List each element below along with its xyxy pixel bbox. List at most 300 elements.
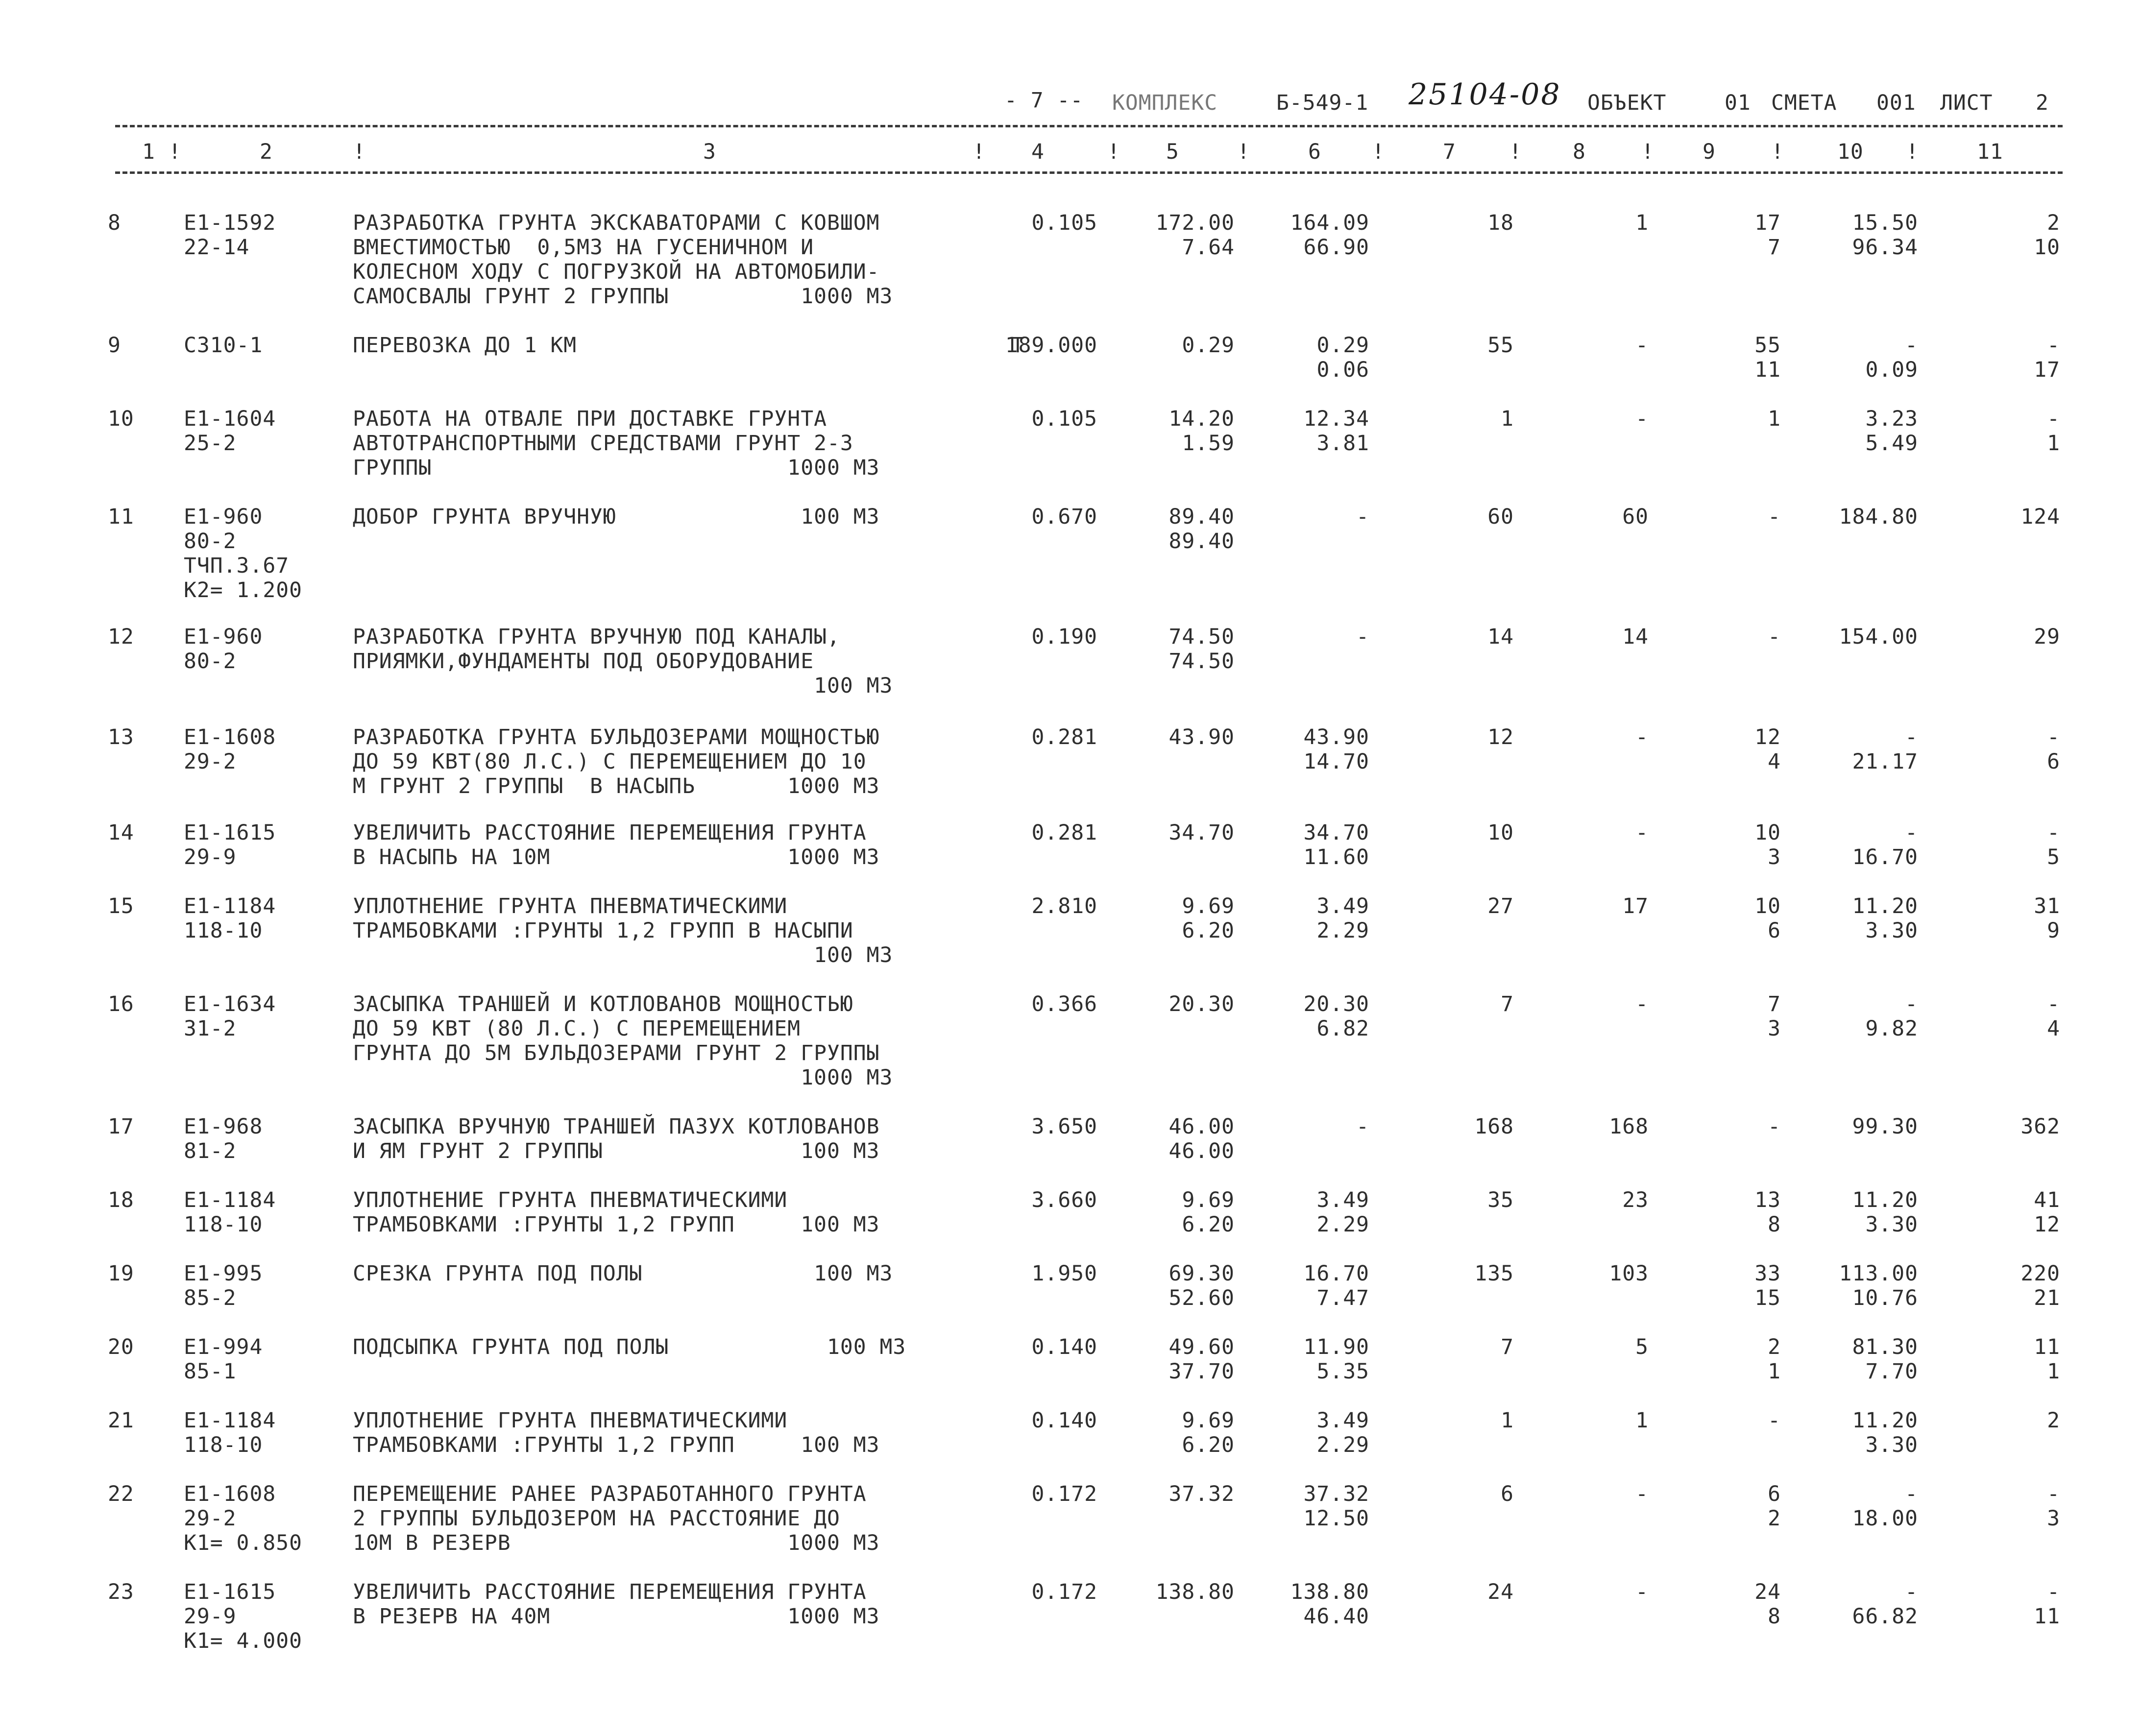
row-col9-line: 2 bbox=[1768, 1506, 1781, 1531]
row-col5-line: 89.40 bbox=[1168, 529, 1235, 554]
row-col5 bbox=[1112, 820, 1235, 845]
row-col5-line: 46.00 bbox=[1168, 1139, 1235, 1163]
row-code-line: E1-995 bbox=[184, 1261, 263, 1286]
row-col4 bbox=[975, 211, 1097, 235]
row-number bbox=[108, 1408, 134, 1433]
row-col8-line: - bbox=[1635, 992, 1649, 1016]
row-col4 bbox=[975, 894, 1097, 918]
row-col11 bbox=[1962, 1335, 2060, 1384]
row-number bbox=[108, 894, 134, 918]
row-col10-line: - bbox=[1905, 725, 1918, 749]
row-col11-line: 2 bbox=[2047, 211, 2060, 235]
col-2-label: 2 bbox=[260, 140, 273, 164]
row-col10-line: 96.34 bbox=[1852, 235, 1918, 260]
row-description-line: КОЛЕСНОМ ХОДУ С ПОГРУЗКОЙ НА АВТОМОБИЛИ- bbox=[353, 260, 880, 284]
row-col10-line: 11.20 bbox=[1852, 894, 1918, 918]
row-col10 bbox=[1796, 625, 1918, 649]
row-col5 bbox=[1112, 505, 1235, 554]
row-description-line: СРЕЗКА ГРУНТА ПОД ПОЛЫ 100 М3 bbox=[353, 1261, 893, 1286]
row-col4 bbox=[975, 1482, 1097, 1506]
row-col7 bbox=[1416, 505, 1514, 529]
row-col10-line: - bbox=[1905, 333, 1918, 358]
row-code-line: 80-2 bbox=[184, 529, 237, 554]
row-col6 bbox=[1247, 333, 1369, 382]
row-col6-line: 12.34 bbox=[1303, 407, 1369, 431]
row-col10-line: - bbox=[1905, 1482, 1918, 1506]
row-col4 bbox=[975, 992, 1097, 1016]
row-col9-line: 10 bbox=[1754, 894, 1781, 918]
row-number bbox=[108, 505, 134, 529]
row-code bbox=[184, 894, 276, 943]
row-col6-line: 11.90 bbox=[1303, 1335, 1369, 1359]
row-col5-line: 89.40 bbox=[1168, 505, 1235, 529]
row-col7-line: 55 bbox=[1487, 333, 1514, 358]
row-description-line: 100 М3 bbox=[353, 943, 893, 967]
row-col6-line: - bbox=[1356, 625, 1369, 649]
row-col6 bbox=[1247, 1261, 1369, 1310]
row-col4-line: 0.366 bbox=[1031, 992, 1097, 1016]
row-col5-line: 52.60 bbox=[1168, 1286, 1235, 1310]
row-col8 bbox=[1551, 1335, 1649, 1359]
row-col7 bbox=[1416, 625, 1514, 649]
row-description-line: ПОДСЫПКА ГРУНТА ПОД ПОЛЫ 100 М3 bbox=[353, 1335, 906, 1359]
row-code-line: E1-1184 bbox=[184, 1408, 276, 1433]
column-header-row bbox=[115, 140, 2063, 167]
row-col5 bbox=[1112, 992, 1235, 1016]
row-description-line: ДО 59 КВТ(80 Л.С.) С ПЕРЕМЕЩЕНИЕМ ДО 10 bbox=[353, 749, 867, 774]
col-9-label: 9 bbox=[1703, 140, 1716, 164]
row-description-line: ВМЕСТИМОСТЬЮ 0,5М3 НА ГУСЕНИЧНОМ И bbox=[353, 235, 814, 260]
row-number bbox=[108, 992, 134, 1016]
row-col5-line: 69.30 bbox=[1168, 1261, 1235, 1286]
row-code-line: 29-2 bbox=[184, 1506, 237, 1531]
row-col5 bbox=[1112, 1188, 1235, 1237]
row-col10-line: 0.09 bbox=[1865, 358, 1918, 382]
row-col9-line: - bbox=[1768, 625, 1781, 649]
row-col4-line: 0.105 bbox=[1031, 211, 1097, 235]
object-label: ОБЪЕКТ bbox=[1587, 91, 1667, 115]
row-col6-line: 0.06 bbox=[1316, 358, 1369, 382]
row-col11-line: 2 bbox=[2047, 1408, 2060, 1433]
row-description-line: УПЛОТНЕНИЕ ГРУНТА ПНЕВМАТИЧЕСКИМИ bbox=[353, 1408, 788, 1433]
row-col10-line: 99.30 bbox=[1852, 1114, 1918, 1139]
row-number bbox=[108, 333, 121, 358]
row-description-line: ПЕРЕМЕЩЕНИЕ РАНЕЕ РАЗРАБОТАННОГО ГРУНТА bbox=[353, 1482, 867, 1506]
row-col6-line: 5.35 bbox=[1316, 1359, 1369, 1384]
row-col6 bbox=[1247, 725, 1369, 774]
col-5-label: 5 bbox=[1166, 140, 1179, 164]
row-col10-line: 81.30 bbox=[1852, 1335, 1918, 1359]
row-description-line: ГРУППЫ 1000 М3 bbox=[353, 456, 880, 480]
col-8-label: 8 bbox=[1573, 140, 1586, 164]
row-description-line: ТРАМБОВКАМИ :ГРУНТЫ 1,2 ГРУПП В НАСЫПИ bbox=[353, 918, 853, 943]
row-number bbox=[108, 1482, 134, 1506]
row-col10-line: 10.76 bbox=[1852, 1286, 1918, 1310]
row-col6-line: 16.70 bbox=[1303, 1261, 1369, 1286]
estimate-number: 001 bbox=[1876, 91, 1916, 115]
row-number bbox=[108, 407, 134, 431]
row-col4 bbox=[975, 1188, 1097, 1212]
row-col10 bbox=[1796, 820, 1918, 869]
row-code-line: E1-1608 bbox=[184, 1482, 276, 1506]
row-code bbox=[184, 1188, 276, 1237]
row-col10 bbox=[1796, 505, 1918, 529]
row-col6-line: 3.81 bbox=[1316, 431, 1369, 456]
row-col6-line: 3.49 bbox=[1316, 1188, 1369, 1212]
row-col6 bbox=[1247, 211, 1369, 260]
row-col10 bbox=[1796, 1408, 1918, 1457]
row-code-line: E1-1608 bbox=[184, 725, 276, 749]
row-description bbox=[353, 1482, 880, 1555]
row-description-line: РАЗРАБОТКА ГРУНТА БУЛЬДОЗЕРАМИ МОЩНОСТЬЮ bbox=[353, 725, 880, 749]
row-col8-line: - bbox=[1635, 725, 1649, 749]
row-col10-line: 15.50 bbox=[1852, 211, 1918, 235]
row-col11-line: 1 bbox=[2047, 431, 2060, 456]
row-col7 bbox=[1416, 333, 1514, 358]
col-sep: ! bbox=[973, 140, 986, 164]
header-rule-bottom bbox=[115, 171, 2063, 174]
row-col5-line: 172.00 bbox=[1155, 211, 1235, 235]
row-col6-line: 2.29 bbox=[1316, 1433, 1369, 1457]
row-col11-line: 220 bbox=[2020, 1261, 2060, 1286]
row-col5 bbox=[1112, 1408, 1235, 1457]
row-code-line: 29-9 bbox=[184, 845, 237, 869]
row-col5 bbox=[1112, 625, 1235, 674]
row-col7 bbox=[1416, 1482, 1514, 1506]
row-description-line: ПРИЯМКИ,ФУНДАМЕНТЫ ПОД ОБОРУДОВАНИЕ bbox=[353, 649, 814, 674]
row-col10-line: 3.30 bbox=[1865, 1433, 1918, 1457]
row-col8-line: 17 bbox=[1622, 894, 1649, 918]
col-4-label: 4 bbox=[1031, 140, 1045, 164]
row-col4-line: 1.950 bbox=[1031, 1261, 1097, 1286]
row-code-line: 85-1 bbox=[184, 1359, 237, 1384]
row-col5-line: 46.00 bbox=[1168, 1114, 1235, 1139]
row-col7 bbox=[1416, 725, 1514, 749]
row-col6-line: 7.47 bbox=[1316, 1286, 1369, 1310]
row-col6-line: 3.49 bbox=[1316, 1408, 1369, 1433]
row-number bbox=[108, 1188, 134, 1212]
row-col6 bbox=[1247, 1188, 1369, 1237]
col-11-label: 11 bbox=[1977, 140, 2003, 164]
row-col6 bbox=[1247, 992, 1369, 1041]
row-col6-line: 3.49 bbox=[1316, 894, 1369, 918]
row-col10-line: 11.20 bbox=[1852, 1188, 1918, 1212]
row-code-line: ТЧП.3.67 bbox=[184, 554, 290, 578]
row-col7-line: 7 bbox=[1501, 992, 1514, 1016]
row-col9-line: 10 bbox=[1754, 820, 1781, 845]
row-number-line: 13 bbox=[108, 725, 134, 749]
row-col7-line: 24 bbox=[1487, 1580, 1514, 1604]
row-col8 bbox=[1551, 625, 1649, 649]
row-description bbox=[353, 1261, 893, 1286]
row-code-line: E1-1592 bbox=[184, 211, 276, 235]
row-col10-line: 3.23 bbox=[1865, 407, 1918, 431]
row-col10 bbox=[1796, 333, 1918, 382]
row-col9 bbox=[1683, 211, 1781, 260]
col-sep: ! bbox=[1372, 140, 1385, 164]
sheet-number: 2 bbox=[2036, 91, 2049, 115]
row-col4-line: 0.281 bbox=[1031, 725, 1097, 749]
row-col4-line: 3.650 bbox=[1031, 1114, 1097, 1139]
row-col4-line: 0.105 bbox=[1031, 407, 1097, 431]
row-col10 bbox=[1796, 992, 1918, 1041]
row-col9 bbox=[1683, 725, 1781, 774]
row-col9 bbox=[1683, 1580, 1781, 1629]
row-description-line: 1000 М3 bbox=[353, 1065, 893, 1090]
row-col5 bbox=[1112, 1482, 1235, 1506]
row-code-line: 29-9 bbox=[184, 1604, 237, 1629]
row-description bbox=[353, 625, 893, 698]
row-col8 bbox=[1551, 820, 1649, 845]
row-number-line: 19 bbox=[108, 1261, 134, 1286]
row-col11-line: - bbox=[2047, 820, 2060, 845]
row-col10-line: 16.70 bbox=[1852, 845, 1918, 869]
row-col11 bbox=[1962, 505, 2060, 529]
row-col4 bbox=[975, 1261, 1097, 1286]
row-col8 bbox=[1551, 1580, 1649, 1604]
row-description-line: УВЕЛИЧИТЬ РАССТОЯНИЕ ПЕРЕМЕЩЕНИЯ ГРУНТА bbox=[353, 1580, 867, 1604]
row-col5 bbox=[1112, 333, 1235, 358]
row-col6-line: 46.40 bbox=[1303, 1604, 1369, 1629]
row-code bbox=[184, 407, 276, 456]
row-col5-line: 0.29 bbox=[1182, 333, 1235, 358]
row-col5-line: 6.20 bbox=[1182, 1212, 1235, 1237]
row-col8 bbox=[1551, 894, 1649, 918]
row-col9-line: 8 bbox=[1768, 1212, 1781, 1237]
row-col10-line: 21.17 bbox=[1852, 749, 1918, 774]
row-code bbox=[184, 1335, 263, 1384]
row-col11 bbox=[1962, 1408, 2060, 1433]
row-col4 bbox=[975, 1580, 1097, 1604]
row-col10-line: 154.00 bbox=[1839, 625, 1918, 649]
row-number bbox=[108, 1335, 134, 1359]
row-code-line: 118-10 bbox=[184, 1212, 263, 1237]
row-col5 bbox=[1112, 1335, 1235, 1384]
row-col9-line: 33 bbox=[1754, 1261, 1781, 1286]
row-col10-line: - bbox=[1905, 820, 1918, 845]
row-col9 bbox=[1683, 625, 1781, 649]
row-number bbox=[108, 725, 134, 749]
row-col11 bbox=[1962, 211, 2060, 260]
row-col8 bbox=[1551, 1408, 1649, 1433]
row-col5-line: 1.59 bbox=[1182, 431, 1235, 456]
row-col10 bbox=[1796, 725, 1918, 774]
row-col6 bbox=[1247, 625, 1369, 649]
row-col9 bbox=[1683, 992, 1781, 1041]
row-col11-line: 17 bbox=[2034, 358, 2060, 382]
col-sep: ! bbox=[1509, 140, 1522, 164]
row-col8-line: 1 bbox=[1635, 1408, 1649, 1433]
row-col5-line: 37.32 bbox=[1168, 1482, 1235, 1506]
row-number-line: 17 bbox=[108, 1114, 134, 1139]
row-description bbox=[353, 407, 880, 480]
row-description bbox=[353, 894, 893, 967]
row-description-line: 2 ГРУППЫ БУЛЬДОЗЕРОМ НА РАССТОЯНИЕ ДО bbox=[353, 1506, 840, 1531]
row-description-line: УПЛОТНЕНИЕ ГРУНТА ПНЕВМАТИЧЕСКИМИ bbox=[353, 894, 788, 918]
row-col11-line: - bbox=[2047, 1482, 2060, 1506]
row-col10 bbox=[1796, 1188, 1918, 1237]
row-code-line: E1-994 bbox=[184, 1335, 263, 1359]
row-col7-line: 10 bbox=[1487, 820, 1514, 845]
row-description-line: РАЗРАБОТКА ГРУНТА ЭКСКАВАТОРАМИ С КОВШОМ bbox=[353, 211, 880, 235]
row-col6-line: 138.80 bbox=[1290, 1580, 1369, 1604]
row-code bbox=[184, 1261, 263, 1310]
row-code bbox=[184, 1580, 302, 1653]
row-col7-line: 27 bbox=[1487, 894, 1514, 918]
row-col7 bbox=[1416, 407, 1514, 431]
row-number-line: 11 bbox=[108, 505, 134, 529]
row-col6-line: 37.32 bbox=[1303, 1482, 1369, 1506]
row-col4-line: 189.000 bbox=[1005, 333, 1097, 358]
row-col9-line: 24 bbox=[1754, 1580, 1781, 1604]
row-col8-line: - bbox=[1635, 820, 1649, 845]
row-col5 bbox=[1112, 725, 1235, 749]
object-number: 01 bbox=[1725, 91, 1751, 115]
row-code-line: E1-1184 bbox=[184, 894, 276, 918]
row-col9-line: 6 bbox=[1768, 1482, 1781, 1506]
row-col9 bbox=[1683, 1482, 1781, 1531]
row-col4 bbox=[975, 505, 1097, 529]
row-col7 bbox=[1416, 1335, 1514, 1359]
row-col10 bbox=[1796, 1261, 1918, 1310]
row-col9-line: 7 bbox=[1768, 992, 1781, 1016]
row-col5-line: 138.80 bbox=[1155, 1580, 1235, 1604]
page-mark: - 7 -- bbox=[1004, 88, 1084, 113]
row-code-line: E1-968 bbox=[184, 1114, 263, 1139]
row-col8-line: 168 bbox=[1609, 1114, 1649, 1139]
row-code-line: E1-960 bbox=[184, 625, 263, 649]
row-col9-line: 17 bbox=[1754, 211, 1781, 235]
row-code bbox=[184, 505, 302, 603]
row-col7-line: 60 bbox=[1487, 505, 1514, 529]
row-col9-line: 6 bbox=[1768, 918, 1781, 943]
row-col7 bbox=[1416, 1188, 1514, 1212]
handwritten-code: 25104-08 bbox=[1409, 77, 1561, 112]
row-col8-line: 1 bbox=[1635, 211, 1649, 235]
row-col4-line: 0.670 bbox=[1031, 505, 1097, 529]
row-col9 bbox=[1683, 894, 1781, 943]
row-number-line: 18 bbox=[108, 1188, 134, 1212]
row-col11 bbox=[1962, 1261, 2060, 1310]
row-col10-line: 11.20 bbox=[1852, 1408, 1918, 1433]
row-col6-line: 66.90 bbox=[1303, 235, 1369, 260]
row-col9 bbox=[1683, 407, 1781, 431]
row-description-line: САМОСВАЛЫ ГРУНТ 2 ГРУППЫ 1000 М3 bbox=[353, 284, 893, 309]
row-col4-line: 0.281 bbox=[1031, 820, 1097, 845]
row-col11 bbox=[1962, 1114, 2060, 1139]
row-col7-line: 168 bbox=[1474, 1114, 1514, 1139]
row-col9-line: 55 bbox=[1754, 333, 1781, 358]
row-col6-line: 12.50 bbox=[1303, 1506, 1369, 1531]
row-col10 bbox=[1796, 1482, 1918, 1531]
row-col5-line: 37.70 bbox=[1168, 1359, 1235, 1384]
row-description bbox=[353, 211, 893, 309]
row-col8 bbox=[1551, 1261, 1649, 1286]
row-col11-line: 31 bbox=[2034, 894, 2060, 918]
row-col5 bbox=[1112, 211, 1235, 260]
row-col10 bbox=[1796, 1335, 1918, 1384]
row-description bbox=[353, 820, 880, 869]
row-col5-line: 43.90 bbox=[1168, 725, 1235, 749]
row-col11-line: 21 bbox=[2034, 1286, 2060, 1310]
col-10-label: 10 bbox=[1837, 140, 1864, 164]
row-number-line: 16 bbox=[108, 992, 134, 1016]
row-col8 bbox=[1551, 211, 1649, 235]
row-code-line: E1-1615 bbox=[184, 820, 276, 845]
row-description-line: И ЯМ ГРУНТ 2 ГРУППЫ 100 М3 bbox=[353, 1139, 880, 1163]
row-col11-line: 1 bbox=[2047, 1359, 2060, 1384]
row-col6-line: 2.29 bbox=[1316, 1212, 1369, 1237]
row-code-line: E1-1184 bbox=[184, 1188, 276, 1212]
row-col11-line: - bbox=[2047, 1580, 2060, 1604]
row-number-line: 8 bbox=[108, 211, 121, 235]
row-description bbox=[353, 1188, 880, 1237]
row-col11-line: - bbox=[2047, 992, 2060, 1016]
row-col5-line: 6.20 bbox=[1182, 918, 1235, 943]
row-description bbox=[353, 1580, 880, 1629]
row-col6 bbox=[1247, 1335, 1369, 1384]
row-col9-line: 1 bbox=[1768, 407, 1781, 431]
row-col7 bbox=[1416, 1580, 1514, 1604]
row-description-line: М ГРУНТ 2 ГРУППЫ В НАСЫПЬ 1000 М3 bbox=[353, 774, 880, 798]
row-code bbox=[184, 820, 276, 869]
row-col7-line: 12 bbox=[1487, 725, 1514, 749]
row-number bbox=[108, 820, 134, 845]
row-col11-line: 29 bbox=[2034, 625, 2060, 649]
row-col9-line: 1 bbox=[1768, 1359, 1781, 1384]
row-col10-line: - bbox=[1905, 992, 1918, 1016]
row-code-line: 80-2 bbox=[184, 649, 237, 674]
row-description bbox=[353, 1114, 880, 1163]
row-col8-line: 103 bbox=[1609, 1261, 1649, 1286]
row-col11-line: 5 bbox=[2047, 845, 2060, 869]
row-code-line: 25-2 bbox=[184, 431, 237, 456]
row-col7 bbox=[1416, 1408, 1514, 1433]
row-number bbox=[108, 1580, 134, 1604]
row-col6-line: 34.70 bbox=[1303, 820, 1369, 845]
row-code-line: 118-10 bbox=[184, 918, 263, 943]
col-6-label: 6 bbox=[1308, 140, 1321, 164]
row-description-line: ТРАМБОВКАМИ :ГРУНТЫ 1,2 ГРУПП 100 М3 bbox=[353, 1433, 880, 1457]
row-col11-line: 362 bbox=[2020, 1114, 2060, 1139]
row-number-line: 21 bbox=[108, 1408, 134, 1433]
row-col9 bbox=[1683, 1335, 1781, 1384]
row-col9-line: - bbox=[1768, 1114, 1781, 1139]
row-description-line: УВЕЛИЧИТЬ РАССТОЯНИЕ ПЕРЕМЕЩЕНИЯ ГРУНТА bbox=[353, 820, 867, 845]
row-col7-line: 7 bbox=[1501, 1335, 1514, 1359]
row-col7-line: 135 bbox=[1474, 1261, 1514, 1286]
row-col9-line: 4 bbox=[1768, 749, 1781, 774]
row-code-line: 31-2 bbox=[184, 1016, 237, 1041]
row-col4 bbox=[975, 1114, 1097, 1139]
row-col6-line: 20.30 bbox=[1303, 992, 1369, 1016]
row-col5 bbox=[1112, 1261, 1235, 1310]
row-col11-line: 11 bbox=[2034, 1604, 2060, 1629]
col-7-label: 7 bbox=[1443, 140, 1456, 164]
row-col7-line: 1 bbox=[1501, 407, 1514, 431]
row-col9 bbox=[1683, 1408, 1781, 1433]
row-col9 bbox=[1683, 1261, 1781, 1310]
row-col10 bbox=[1796, 894, 1918, 943]
row-description-line: АВТОТРАНСПОРТНЫМИ СРЕДСТВАМИ ГРУНТ 2-3 bbox=[353, 431, 853, 456]
row-description-line: ГРУНТА ДО 5М БУЛЬДОЗЕРАМИ ГРУНТ 2 ГРУППЫ bbox=[353, 1041, 880, 1065]
row-code bbox=[184, 211, 276, 260]
row-description bbox=[353, 1408, 880, 1457]
row-col9 bbox=[1683, 820, 1781, 869]
row-col5-line: 7.64 bbox=[1182, 235, 1235, 260]
row-col11 bbox=[1962, 820, 2060, 869]
complex-label: КОМПЛЕКС bbox=[1112, 91, 1218, 115]
